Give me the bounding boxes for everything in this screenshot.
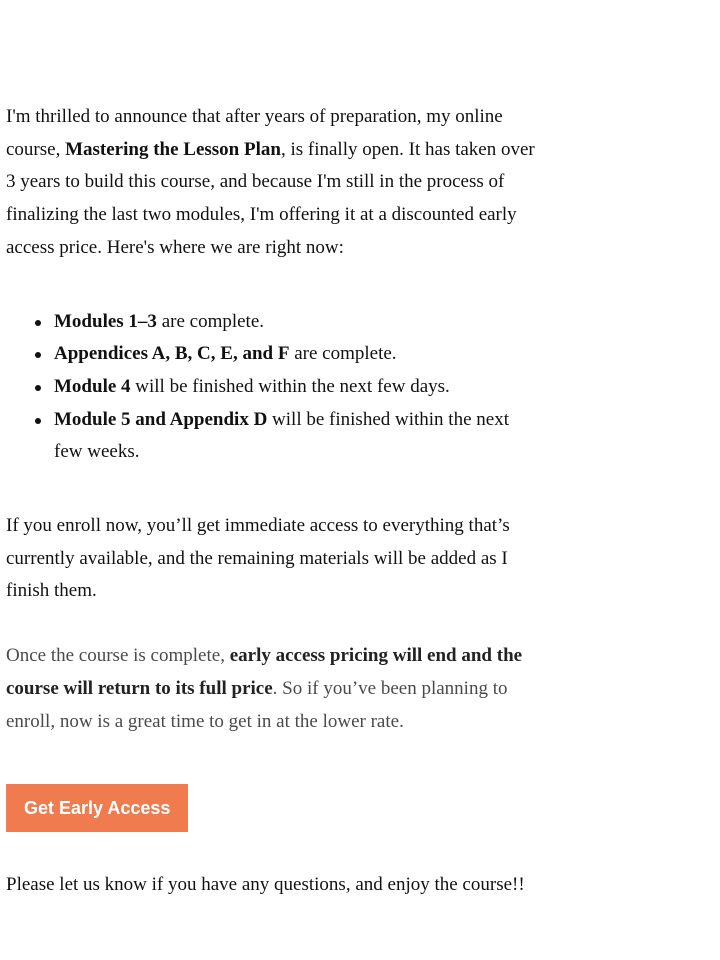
- spacer: [6, 738, 536, 784]
- list-item-text: are complete.: [156, 310, 265, 332]
- list-item: [54, 306, 536, 339]
- course-name: Mastering the Lesson Plan: [65, 138, 281, 160]
- list-item-bold: Modules 1–3: [54, 310, 157, 332]
- spacer: [6, 608, 536, 640]
- list-item-text: are complete.: [289, 343, 397, 365]
- get-early-access-button[interactable]: Get Early Access: [6, 784, 188, 832]
- enroll-paragraph: If you enroll now, you’ll get immediate access to everything that’s currently available, and the remaining materials will be added as I finish them.: [6, 515, 510, 602]
- list-item-text: will be finished within the next few weeks.: [54, 408, 509, 463]
- intro-paragraph: [6, 101, 536, 265]
- list-item: [54, 371, 536, 404]
- spacer: [6, 832, 536, 869]
- pricing-text-after: . So if you’ve been planning to enroll, now is a great time to get in at the lower rate.: [6, 677, 508, 732]
- status-list: [6, 306, 536, 470]
- intro-text-before: I'm thrilled to announce that after years of preparation, my online course,: [6, 106, 503, 160]
- list-item-bold: Appendices A, B, C, E, and F: [54, 343, 290, 365]
- spacer: [6, 265, 536, 306]
- list-item-text: will be finished within the next few days.: [130, 375, 450, 397]
- list-item-bold: Module 4: [54, 375, 131, 397]
- pricing-text-bold: early access pricing will end and the course will return to its full price: [6, 645, 523, 699]
- pricing-text-before: Once the course is complete,: [6, 645, 230, 667]
- list-item: [54, 404, 536, 469]
- email-body: [6, 101, 536, 902]
- spacer: [6, 469, 536, 510]
- closing-paragraph: Please let us know if you have any questions, and enjoy the course!!: [6, 874, 525, 896]
- pricing-paragraph: [6, 640, 536, 738]
- list-item-bold: Module 5 and Appendix D: [54, 408, 268, 430]
- list-item: [54, 338, 536, 371]
- intro-text-after: , is finally open. It has taken over 3 years to build this course, and because I'm still in the process of finalizing the last two modules, I'm offering it at a discounted early access price. Here's where we are right now:: [6, 138, 535, 258]
